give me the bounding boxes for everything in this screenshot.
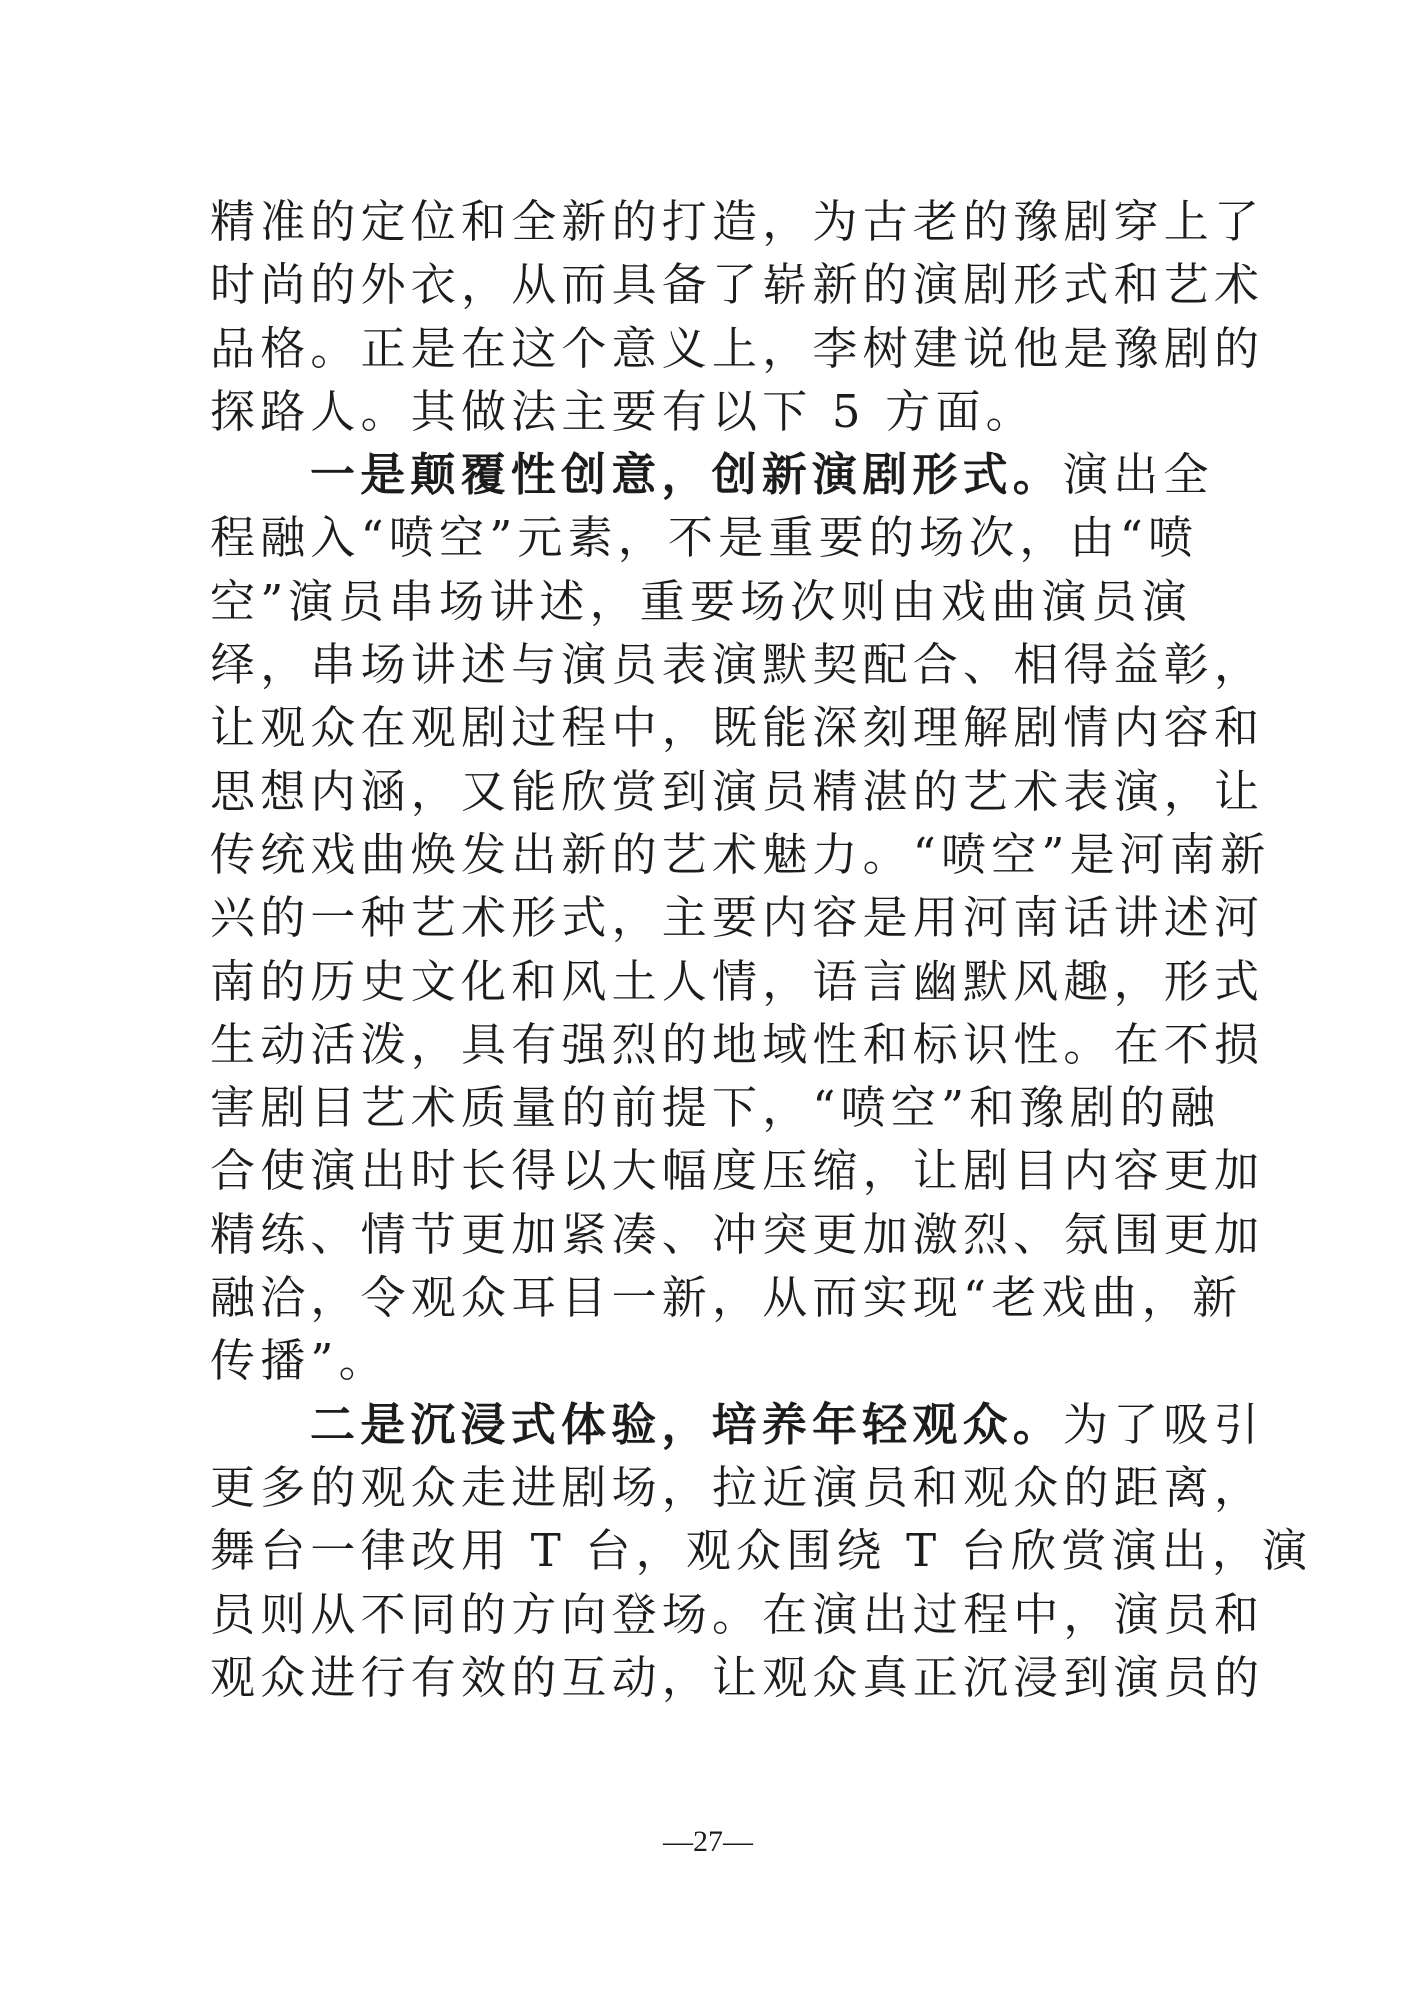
text-line: 精准的定位和全新的打造，为古老的豫剧穿上了 (210, 195, 1265, 248)
text-line: 融洽，令观众耳目一新，从而实现“老戏曲，新 (210, 1271, 1243, 1325)
paragraph-2-first-line (210, 1393, 1264, 1456)
text-line: 传播”。 (210, 1334, 389, 1388)
text-line: 品格。正是在这个意义上，李树建说他是豫剧的 (210, 321, 1265, 375)
text-line: 传统戏曲焕发出新的艺术魅力。“喷空”是河南新 (210, 827, 1271, 881)
paragraph-1-heading: 一是颠覆性创意，创新演剧形式。 (310, 448, 1064, 502)
text-line: 员则从不同的方向登场。在演出过程中，演员和 (210, 1587, 1265, 1641)
text-line: 精练、情节更加紧凑、冲突更加激烈、氛围更加 (210, 1207, 1265, 1261)
text-line: 合使演出时长得以大幅度压缩，让剧目内容更加 (210, 1144, 1265, 1198)
body-text (210, 190, 1313, 1709)
text-line: 思想内涵，又能欣赏到演员精湛的艺术表演，让 (210, 764, 1265, 818)
page-number: —27— (663, 1825, 753, 1858)
text-line: 让观众在观剧过程中，既能深刻理解剧情内容和 (210, 701, 1265, 755)
text-line: 兴的一种艺术形式，主要内容是用河南话讲述河 (210, 891, 1265, 945)
text-line: 时尚的外衣，从而具备了崭新的演剧形式和艺术 (210, 258, 1265, 312)
text-line: 绎，串场讲述与演员表演默契配合、相得益彰， (210, 638, 1265, 692)
text-line: 害剧目艺术质量的前提下，“喷空”和豫剧的融 (210, 1081, 1221, 1135)
paragraph-2-text: 为了吸引 (1063, 1397, 1264, 1451)
paragraph-1-text: 演出全 (1063, 448, 1214, 502)
text-line: 南的历史文化和风土人情，语言幽默风趣，形式 (210, 954, 1265, 1008)
text-line: 更多的观众走进剧场，拉近演员和观众的距离， (210, 1460, 1265, 1514)
text-line: 空”演员串场讲述，重要场次则由戏曲演员演 (210, 574, 1193, 628)
text-line: 程融入“喷空”元素，不是重要的场次，由“喷 (210, 511, 1199, 565)
text-line: 探路人。其做法主要有以下 5 方面。 (210, 384, 1036, 438)
text-line: 舞台一律改用 T 台，观众围绕 T 台欣赏演出，演 (210, 1524, 1313, 1578)
text-line: 生动活泼，具有强烈的地域性和标识性。在不损 (210, 1017, 1265, 1071)
text-line: 观众进行有效的互动，让观众真正沉浸到演员的 (210, 1650, 1265, 1704)
paragraph-2-heading: 二是沉浸式体验，培养年轻观众。 (310, 1397, 1064, 1451)
paragraph-1-first-line (210, 443, 1214, 506)
